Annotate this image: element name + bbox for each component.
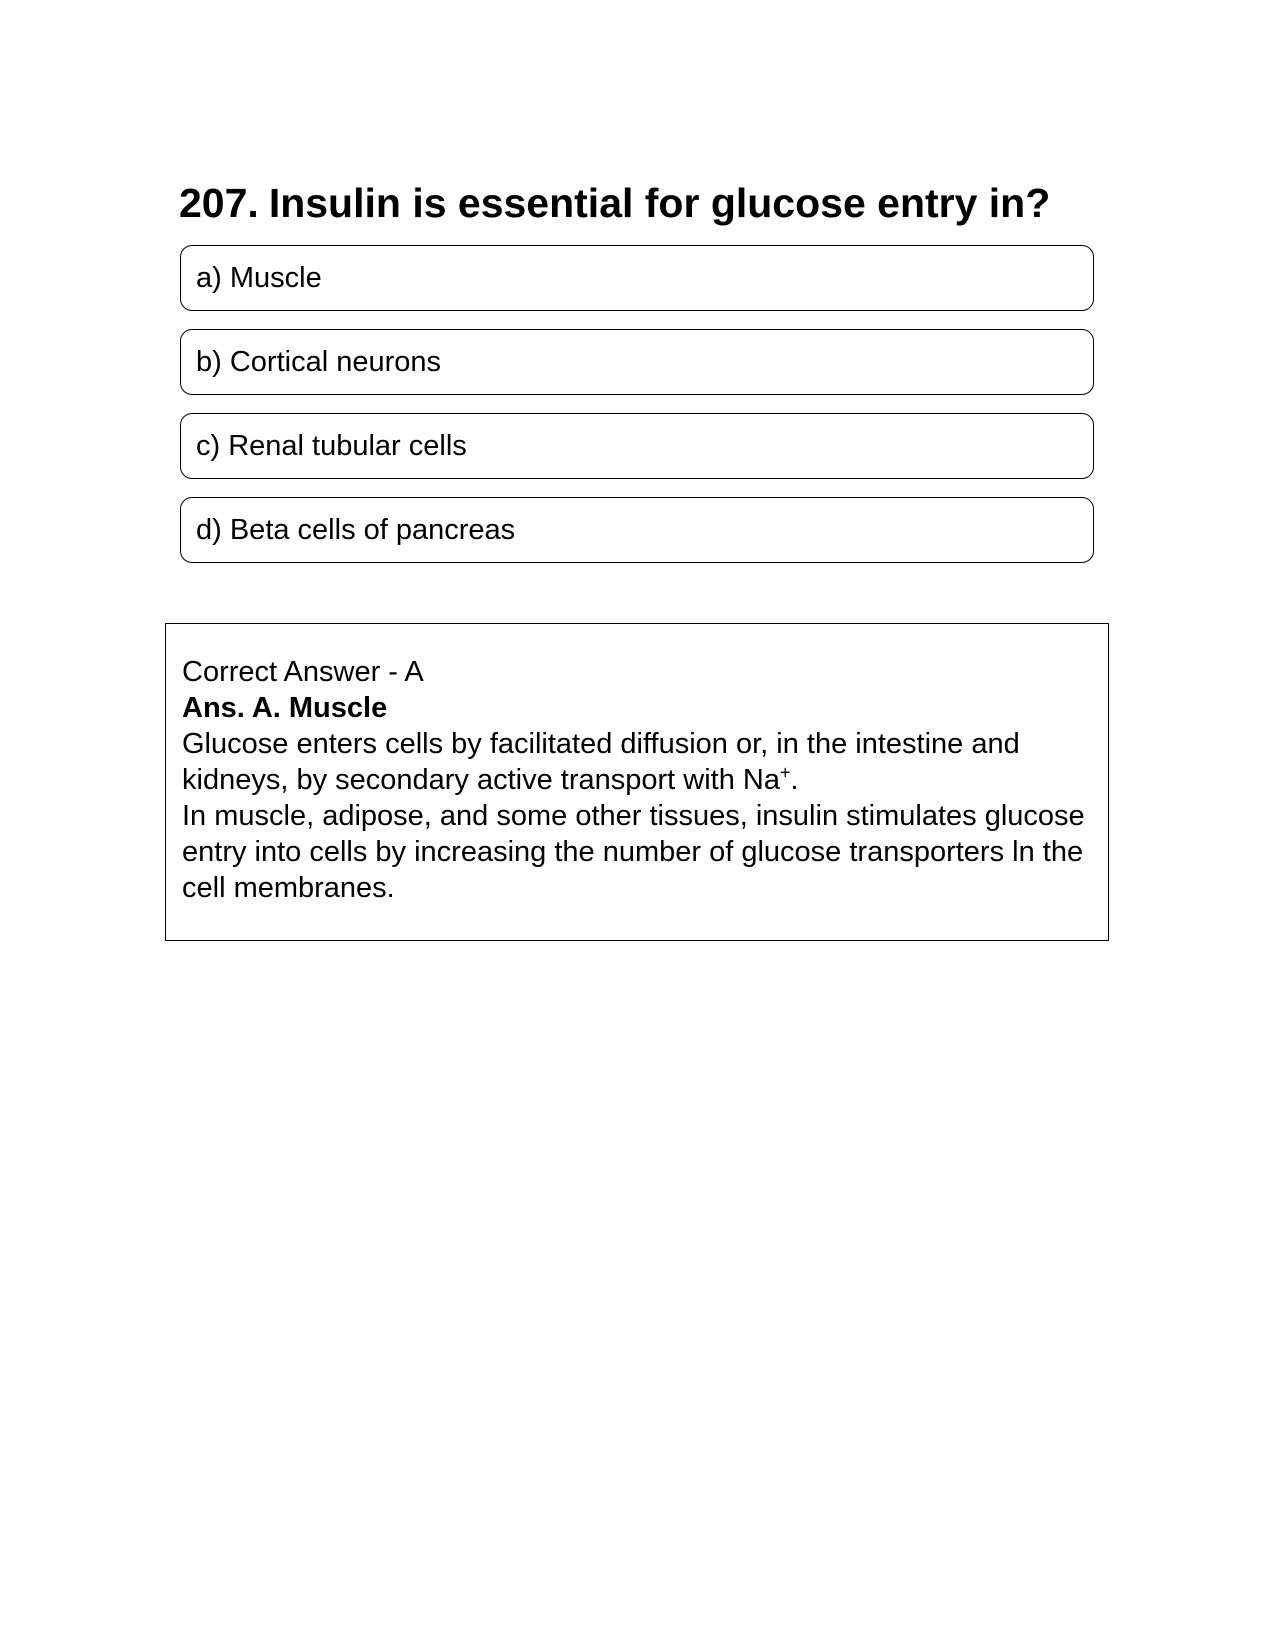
option-b[interactable]	[180, 329, 1094, 395]
explanation-paragraph-1-end: .	[790, 764, 799, 796]
option-a-label: a) Muscle	[196, 262, 322, 294]
option-c[interactable]	[180, 413, 1094, 479]
explanation-paragraph-1-text: Glucose enters cells by facilitated diffusion or, in the intestine and kidneys, by secondary active transport with Na	[182, 728, 1020, 796]
option-d-label: d) Beta cells of pancreas	[196, 514, 516, 546]
option-a[interactable]	[180, 245, 1094, 311]
answer-title: Ans. A. Muscle	[182, 692, 388, 724]
question-text: Insulin is essential for glucose entry in?	[268, 180, 1051, 226]
answer-explanation-box	[165, 623, 1109, 941]
correct-answer-line: Correct Answer - A	[182, 656, 424, 688]
explanation-paragraph-1	[182, 726, 1093, 798]
question-heading	[179, 178, 1139, 228]
option-b-label: b) Cortical neurons	[196, 346, 441, 378]
question-number: 207.	[179, 180, 259, 226]
sodium-charge-superscript: +	[780, 762, 791, 783]
explanation-paragraph-2: In muscle, adipose, and some other tissues, insulin stimulates glucose entry into cells by increasing the number of glucose transporters ln the cell membranes.	[182, 800, 1085, 904]
option-d[interactable]	[180, 497, 1094, 563]
option-c-label: c) Renal tubular cells	[196, 430, 467, 462]
